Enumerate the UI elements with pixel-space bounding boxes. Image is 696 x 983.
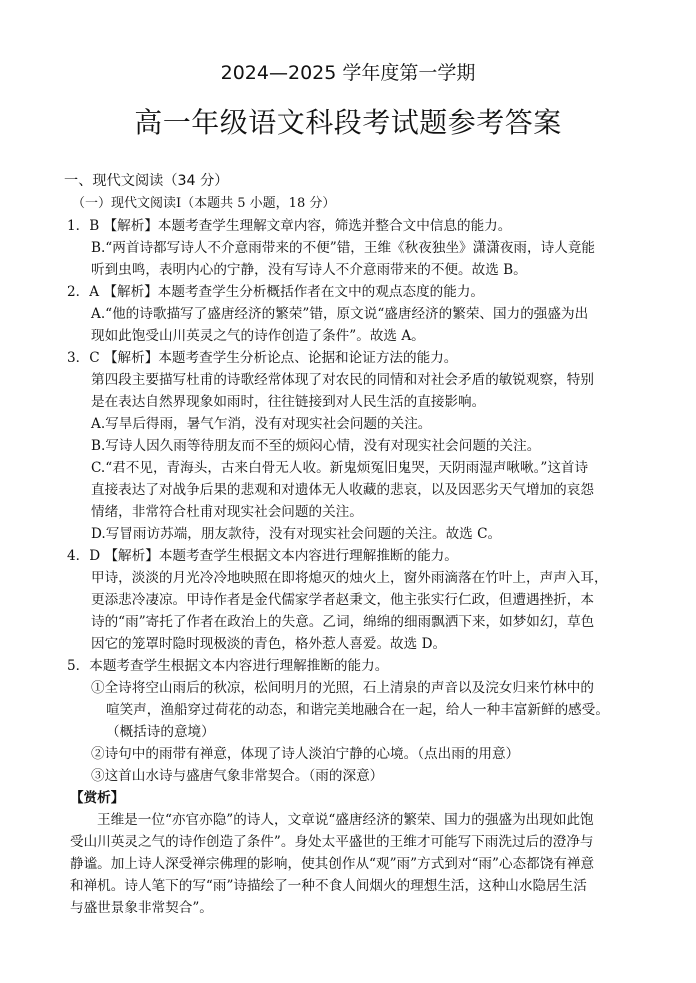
q4-answer-line: 4．D 【解析】本题考查学生根据文本内容进行理解推断的能力。	[67, 548, 458, 564]
q2-explanation-line: A.“他的诗歌描写了盛唐经济的繁荣”错，原文说“盛唐经济的繁荣、国力的强盛为出	[91, 306, 589, 322]
q5-point-1-note: （概括诗的意境）	[106, 724, 215, 740]
q4-explanation-line: 因它的笼罩时隐时现极淡的青色，格外惹人喜爱。故选 D。	[91, 636, 447, 652]
sub-heading: （一）现代文阅读Ⅰ（本题共 5 小题，18 分）	[72, 196, 336, 211]
q2-explanation-line: 现如此饱受山川英灵之气的诗作创造了条件”。故选 A。	[91, 328, 425, 344]
q1-explanation-line: 听到虫鸣，表明内心的宁静，没有写诗人不介意雨带来的不便。故选 B。	[91, 262, 527, 278]
q5-point-1: ①全诗将空山雨后的秋凉，松间明月的光照，石上清泉的声音以及浣女归来竹林中的	[91, 680, 594, 696]
q3-explanation-line: 是在表达自然界现象如雨时，往往链接到对人民生活的直接影响。	[91, 394, 486, 410]
q3-explanation-line: 直接表达了对战争后果的悲观和对遗体无人收藏的悲哀，以及因恶劣天气增加的哀怨	[91, 482, 594, 498]
q3-option-d: D.写冒雨访苏端，朋友款待，没有对现实社会问题的关注。故选 C。	[91, 526, 502, 542]
appreciation-line: 与盛世景象非常契合”。	[70, 900, 213, 916]
q3-explanation-line: 情绪，非常符合杜甫对现实社会问题的关注。	[91, 504, 363, 520]
q4-explanation-line: 甲诗，淡淡的月光冷冷地映照在即将熄灭的烛火上，窗外雨滴落在竹叶上，声声入耳，	[91, 570, 608, 586]
semester-title: 2024—2025 学年度第一学期	[220, 62, 476, 84]
q5-point-2: ②诗句中的雨带有禅意，体现了诗人淡泊宁静的心境。（点出雨的用意）	[91, 746, 520, 762]
q3-option-a: A.写旱后得雨，暑气乍消，没有对现实社会问题的关注。	[91, 416, 432, 432]
page-title: 高一年级语文科段考试题参考答案	[134, 106, 562, 139]
appreciation-line: 王维是一位“亦官亦隐”的诗人，文章说“盛唐经济的繁荣、国力的强盛为出现如此饱	[97, 812, 594, 828]
appreciation-line: 和禅机。诗人笔下的写“雨”诗描绘了一种不食人间烟火的理想生活，这种山水隐居生活	[70, 878, 587, 894]
appreciation-label: 【赏析】	[70, 790, 125, 806]
q3-option-b: B.写诗人因久雨等待朋友而不至的烦闷心情，没有对现实社会问题的关注。	[91, 438, 541, 454]
q3-answer-line: 3．C 【解析】本题考查学生分析论点、论据和论证方法的能力。	[67, 350, 458, 366]
q3-option-c: C.“君不见，青海头，古来白骨无人收。新鬼烦冤旧鬼哭，天阴雨湿声啾啾。”这首诗	[91, 460, 589, 476]
appreciation-line: 静谧。加上诗人深受禅宗佛理的影响，使其创作从“观”雨”方式到对“雨”心态都饶有禅意	[70, 856, 595, 872]
q1-answer-line: 1．B 【解析】本题考查学生理解文章内容，筛选并整合文中信息的能力。	[67, 218, 512, 234]
appreciation-line: 受山川英灵之气的诗作创造了条件”。身处太平盛世的王维才可能写下雨洗过后的澄净与	[70, 834, 594, 850]
q5-point-3: ③这首山水诗与盛唐气象非常契合。（雨的深意）	[91, 768, 384, 784]
q2-answer-line: 2．A 【解析】本题考查学生分析概括作者在文中的观点态度的能力。	[67, 284, 485, 300]
q3-explanation-line: 第四段主要描写杜甫的诗歌经常体现了对农民的同情和对社会矛盾的敏锐观察，特别	[91, 372, 594, 388]
q4-explanation-line: 诗的“雨”寄托了作者在政治上的失意。乙词，绵绵的细雨飘洒下来，如梦如幻，草色	[91, 614, 595, 630]
q5-answer-line: 5．本题考查学生根据文本内容进行理解推断的能力。	[67, 658, 389, 674]
section-heading: 一、现代文阅读（34 分）	[64, 173, 229, 189]
q5-point-1-cont: 喧笑声，渔船穿过荷花的动态，和谐完美地融合在一起，给人一种丰富新鲜的感受。	[106, 702, 609, 718]
q4-explanation-line: 更添悲冷凄凉。甲诗作者是金代儒家学者赵秉文，他主张实行仁政，但遭遇挫折，本	[91, 592, 594, 608]
q1-explanation-line: B.“两首诗都写诗人不介意雨带来的不便”错，王维《秋夜独坐》潇潇夜雨，诗人竟能	[91, 240, 595, 256]
